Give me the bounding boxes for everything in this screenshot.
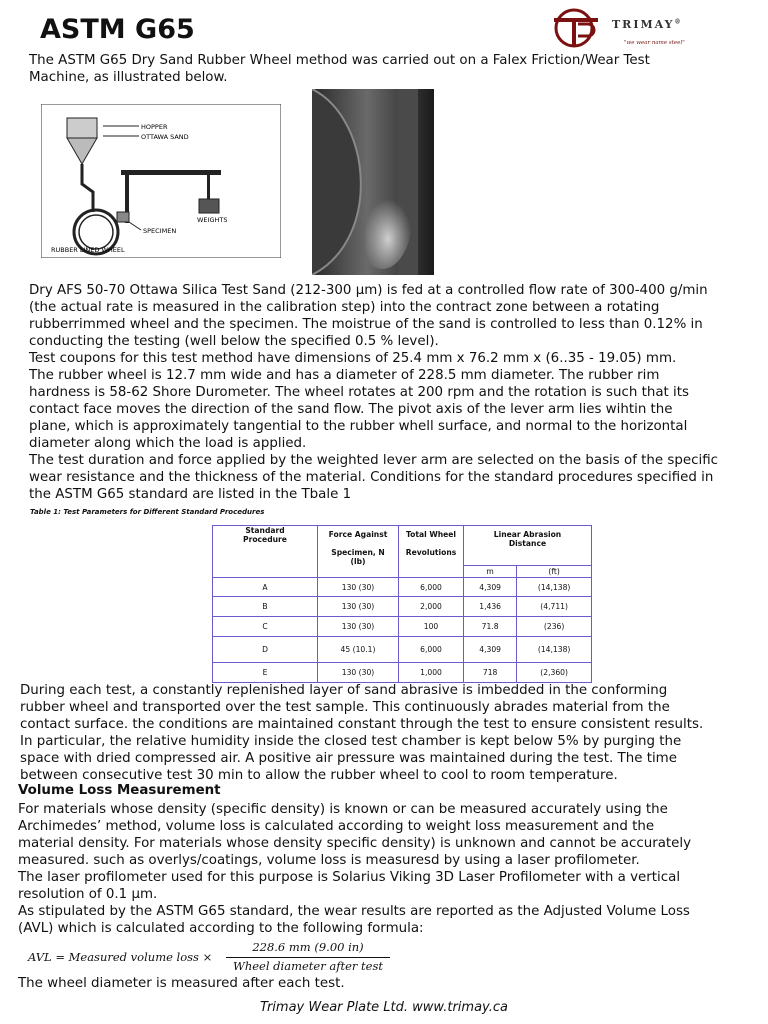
para2-line-4: In particular, the relative humidity inside the closed test chamber is kept below 5% by purging the <box>20 734 682 749</box>
para1-line-12: wear resistance and the thickness of the material. Conditions for the standard procedures specified in <box>29 470 714 485</box>
para1-line-10: diameter along which the load is applied. <box>29 436 307 451</box>
fraction-bar <box>226 957 390 958</box>
avl-formula <box>28 938 408 976</box>
para1-line-11: The test duration and force applied by the weighted lever arm are selected on the basis of the specific <box>29 453 719 468</box>
cell-procedure: B <box>213 597 318 617</box>
cell-distance-m: 4,309 <box>464 637 517 663</box>
cell-distance-m: 1,436 <box>464 597 517 617</box>
header-revolutions: Total Wheel Revolutions <box>399 526 464 578</box>
header-distance: Linear Abrasion Distance <box>464 526 592 566</box>
cell-procedure: C <box>213 617 318 637</box>
para2-line-5: space with dried compressed air. A positive air pressure was maintained during the test. The time <box>20 751 677 766</box>
cell-procedure: D <box>213 637 318 663</box>
cell-distance-m: 4,309 <box>464 578 517 597</box>
cell-distance-ft: (236) <box>517 617 592 637</box>
para2-line-3: contact surface. the conditions are maintained constant through the test to ensure consistent results. <box>20 717 704 732</box>
header-force: Force Against Specimen, N (lb) <box>318 526 399 578</box>
table-row <box>213 663 592 683</box>
page-title: ASTM G65 <box>40 14 195 45</box>
label-specimen: SPECIMEN <box>143 227 177 235</box>
para1-line-2: (the actual rate is measured in the calibration step) into the contract zone between a rotating <box>29 300 660 315</box>
para1-line-5: Test coupons for this test method have dimensions of 25.4 mm x 76.2 mm x (6..35 - 19.05) mm. <box>29 351 677 366</box>
para2-line-1: During each test, a constantly replenished layer of sand abrasive is imbedded in the conforming <box>20 683 668 698</box>
para1-line-3: rubberrimmed wheel and the specimen. The moistrue of the sand is controlled to less than 0.12% in <box>29 317 703 332</box>
cell-force: 130 (30) <box>318 663 399 683</box>
para3-line-6: resolution of 0.1 μm. <box>18 887 158 902</box>
intro-line-2: Machine, as illustrated below. <box>29 70 228 85</box>
para3-line-1: For materials whose density (specific density) is known or can be measured accurately using the <box>18 802 668 817</box>
para1-line-1: Dry AFS 50-70 Ottawa Silica Test Sand (212-300 μm) is fed at a controlled flow rate of 300-400 g/min <box>29 283 708 298</box>
formula-numerator: 228.6 mm (9.00 in) <box>252 940 364 954</box>
logo-tagline: "we wear name steel" <box>624 40 685 46</box>
label-ottawa-sand: OTTAWA SAND <box>141 133 189 141</box>
cell-revolutions: 6,000 <box>399 578 464 597</box>
logo-name: TRIMAY® <box>612 18 683 31</box>
intro-line-1: The ASTM G65 Dry Sand Rubber Wheel method was carried out on a Falex Friction/Wear Test <box>29 53 650 68</box>
cell-force: 130 (30) <box>318 578 399 597</box>
header-unit-ft: (ft) <box>517 566 592 578</box>
cell-distance-m: 718 <box>464 663 517 683</box>
para3-line-7: As stipulated by the ASTM G65 standard, the wear results are reported as the Adjusted Volume Loss <box>18 904 690 919</box>
table-row <box>213 578 592 597</box>
page-footer: Trimay Wear Plate Ltd. www.trimay.ca <box>260 1000 508 1015</box>
para1-line-13: the ASTM G65 standard are listed in the Tbale 1 <box>29 487 352 502</box>
cell-force: 130 (30) <box>318 617 399 637</box>
para1-line-6: The rubber wheel is 12.7 mm wide and has a diameter of 228.5 mm diameter. The rubber rim <box>29 368 660 383</box>
cell-revolutions: 1,000 <box>399 663 464 683</box>
label-hopper: HOPPER <box>141 123 168 131</box>
cell-distance-m: 71.8 <box>464 617 517 637</box>
cell-revolutions: 6,000 <box>399 637 464 663</box>
header-procedure: Standard Procedure <box>213 526 318 578</box>
para3-line-4: measured. such as overlys/coatings, volume loss is measuresd by using a laser profilometer. <box>18 853 640 868</box>
cell-force: 130 (30) <box>318 597 399 617</box>
cell-procedure: E <box>213 663 318 683</box>
para3-line-5: The laser profilometer used for this purpose is Solarius Viking 3D Laser Profilometer with a vertical <box>18 870 681 885</box>
test-parameters-table <box>212 525 592 683</box>
cell-revolutions: 2,000 <box>399 597 464 617</box>
para3-line-2: Archimedes’ method, volume loss is calculated according to weight loss measurement and the <box>18 819 655 834</box>
table-row <box>213 597 592 617</box>
header-unit-m: m <box>464 566 517 578</box>
cell-distance-ft: (2,360) <box>517 663 592 683</box>
para1-line-7: hardness is 58-62 Shore Durometer. The wheel rotates at 200 rpm and the rotation is such that its <box>29 385 689 400</box>
cell-procedure: A <box>213 578 318 597</box>
closing-line: The wheel diameter is measured after each test. <box>18 976 345 991</box>
wheel-photo <box>312 89 434 275</box>
label-rubber-wheel: RUBBER LINED WHEEL <box>51 246 125 254</box>
label-weights: WEIGHTS <box>197 216 228 224</box>
cell-distance-ft: (4,711) <box>517 597 592 617</box>
formula-lhs: AVL = Measured volume loss × <box>28 950 213 964</box>
cell-revolutions: 100 <box>399 617 464 637</box>
formula-denominator: Wheel diameter after test <box>233 959 383 973</box>
para2-line-6: between consecutive test 30 min to allow the rubber wheel to cool to room temperature. <box>20 768 618 783</box>
cell-distance-ft: (14,138) <box>517 578 592 597</box>
section-heading-volume-loss: Volume Loss Measurement <box>18 783 221 798</box>
para3-line-8: (AVL) which is calculated according to the following formula: <box>18 921 424 936</box>
para2-line-2: rubber wheel and transported over the test sample. This continuously abrades material from the <box>20 700 670 715</box>
para3-line-3: material density. For materials whose density specific density) is unknown and cannot be accurately <box>18 836 692 851</box>
apparatus-diagram <box>41 104 281 258</box>
cell-distance-ft: (14,138) <box>517 637 592 663</box>
para1-line-8: contact face moves the direction of the sand flow. The pivot axis of the lever arm lies wihtin the <box>29 402 673 417</box>
table-caption: Table 1: Test Parameters for Different Standard Procedures <box>30 508 265 516</box>
table-row <box>213 637 592 663</box>
table-row <box>213 617 592 637</box>
cell-force: 45 (10.1) <box>318 637 399 663</box>
para1-line-4: conducting the testing (well below the specified 0.5 % level). <box>29 334 439 349</box>
para1-line-9: plane, which is approximately tangential to the rubber whell surface, and normal to the horizontal <box>29 419 688 434</box>
